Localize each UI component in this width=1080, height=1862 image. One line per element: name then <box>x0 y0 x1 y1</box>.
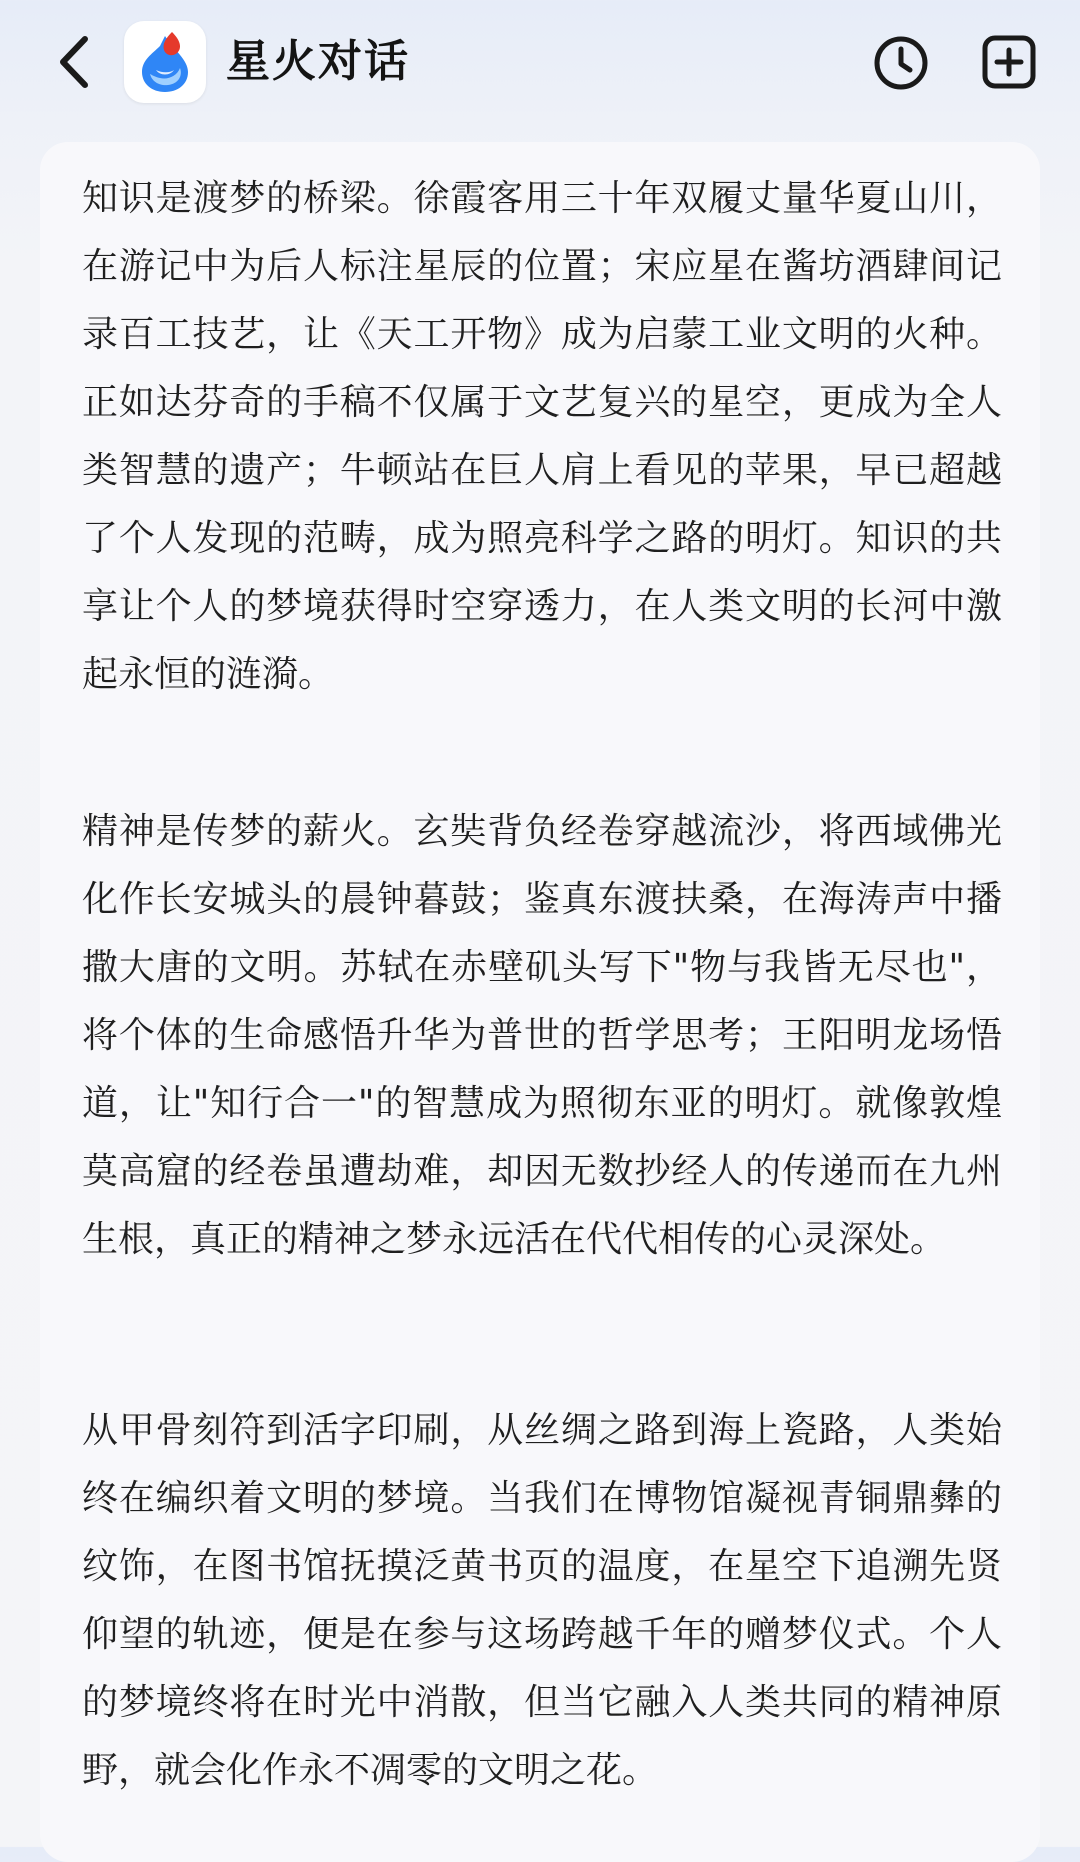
top-bar <box>0 0 1080 130</box>
history-button[interactable] <box>872 34 930 92</box>
back-button[interactable] <box>44 28 104 96</box>
spark-flame-logo <box>136 30 194 94</box>
message-paragraph: 知识是渡梦的桥梁。徐霞客用三十年双履丈量华夏山川，在游记中为后人标注星辰的位置；宋应星在酱坊酒肆间记录百工技艺，让《天工开物》成为启蒙工业文明的火种。正如达芬奇的手稿不仅属于文艺复兴的星空，更成为全人类智慧的遗产；牛顿站在巨人肩上看见的苹果，早已超越了个人发现的范畴，成为照亮科学之路的明灯。知识的共享让个人的梦境获得时空穿透力，在人类文明的长河中激起永恒的涟漪。 <box>82 178 1002 695</box>
plus-square-icon <box>981 34 1037 90</box>
chevron-left-icon <box>57 34 91 90</box>
new-chat-button[interactable] <box>980 33 1038 91</box>
clock-icon <box>873 35 929 91</box>
app-logo <box>124 21 206 103</box>
message-paragraph: 精神是传梦的薪火。玄奘背负经卷穿越流沙，将西域佛光化作长安城头的晨钟暮鼓；鉴真东渡扶桑，在海涛声中播撒大唐的文明。苏轼在赤壁矶头写下"物与我皆无尽也"，将个体的生命感悟升华为普世的哲学思考；王阳明龙场悟道，让"知行合一"的智慧成为照彻东亚的明灯。就像敦煌莫高窟的经卷虽遭劫难，却因无数抄经人的传递而在九州生根，真正的精神之梦永远活在代代相传的心灵深处。 <box>82 811 1002 1260</box>
message-paragraph: 从甲骨刻符到活字印刷，从丝绸之路到海上瓷路，人类始终在编织着文明的梦境。当我们在博物馆凝视青铜鼎彝的纹饰，在图书馆抚摸泛黄书页的温度，在星空下追溯先贤仰望的轨迹，便是在参与这场跨越千年的赠梦仪式。个人的梦境终将在时光中消散，但当它融入人类共同的精神原野，就会化作永不凋零的文明之花。 <box>82 1410 1002 1791</box>
page-title: 星火对话 <box>226 36 410 87</box>
assistant-message <box>40 142 1040 1862</box>
